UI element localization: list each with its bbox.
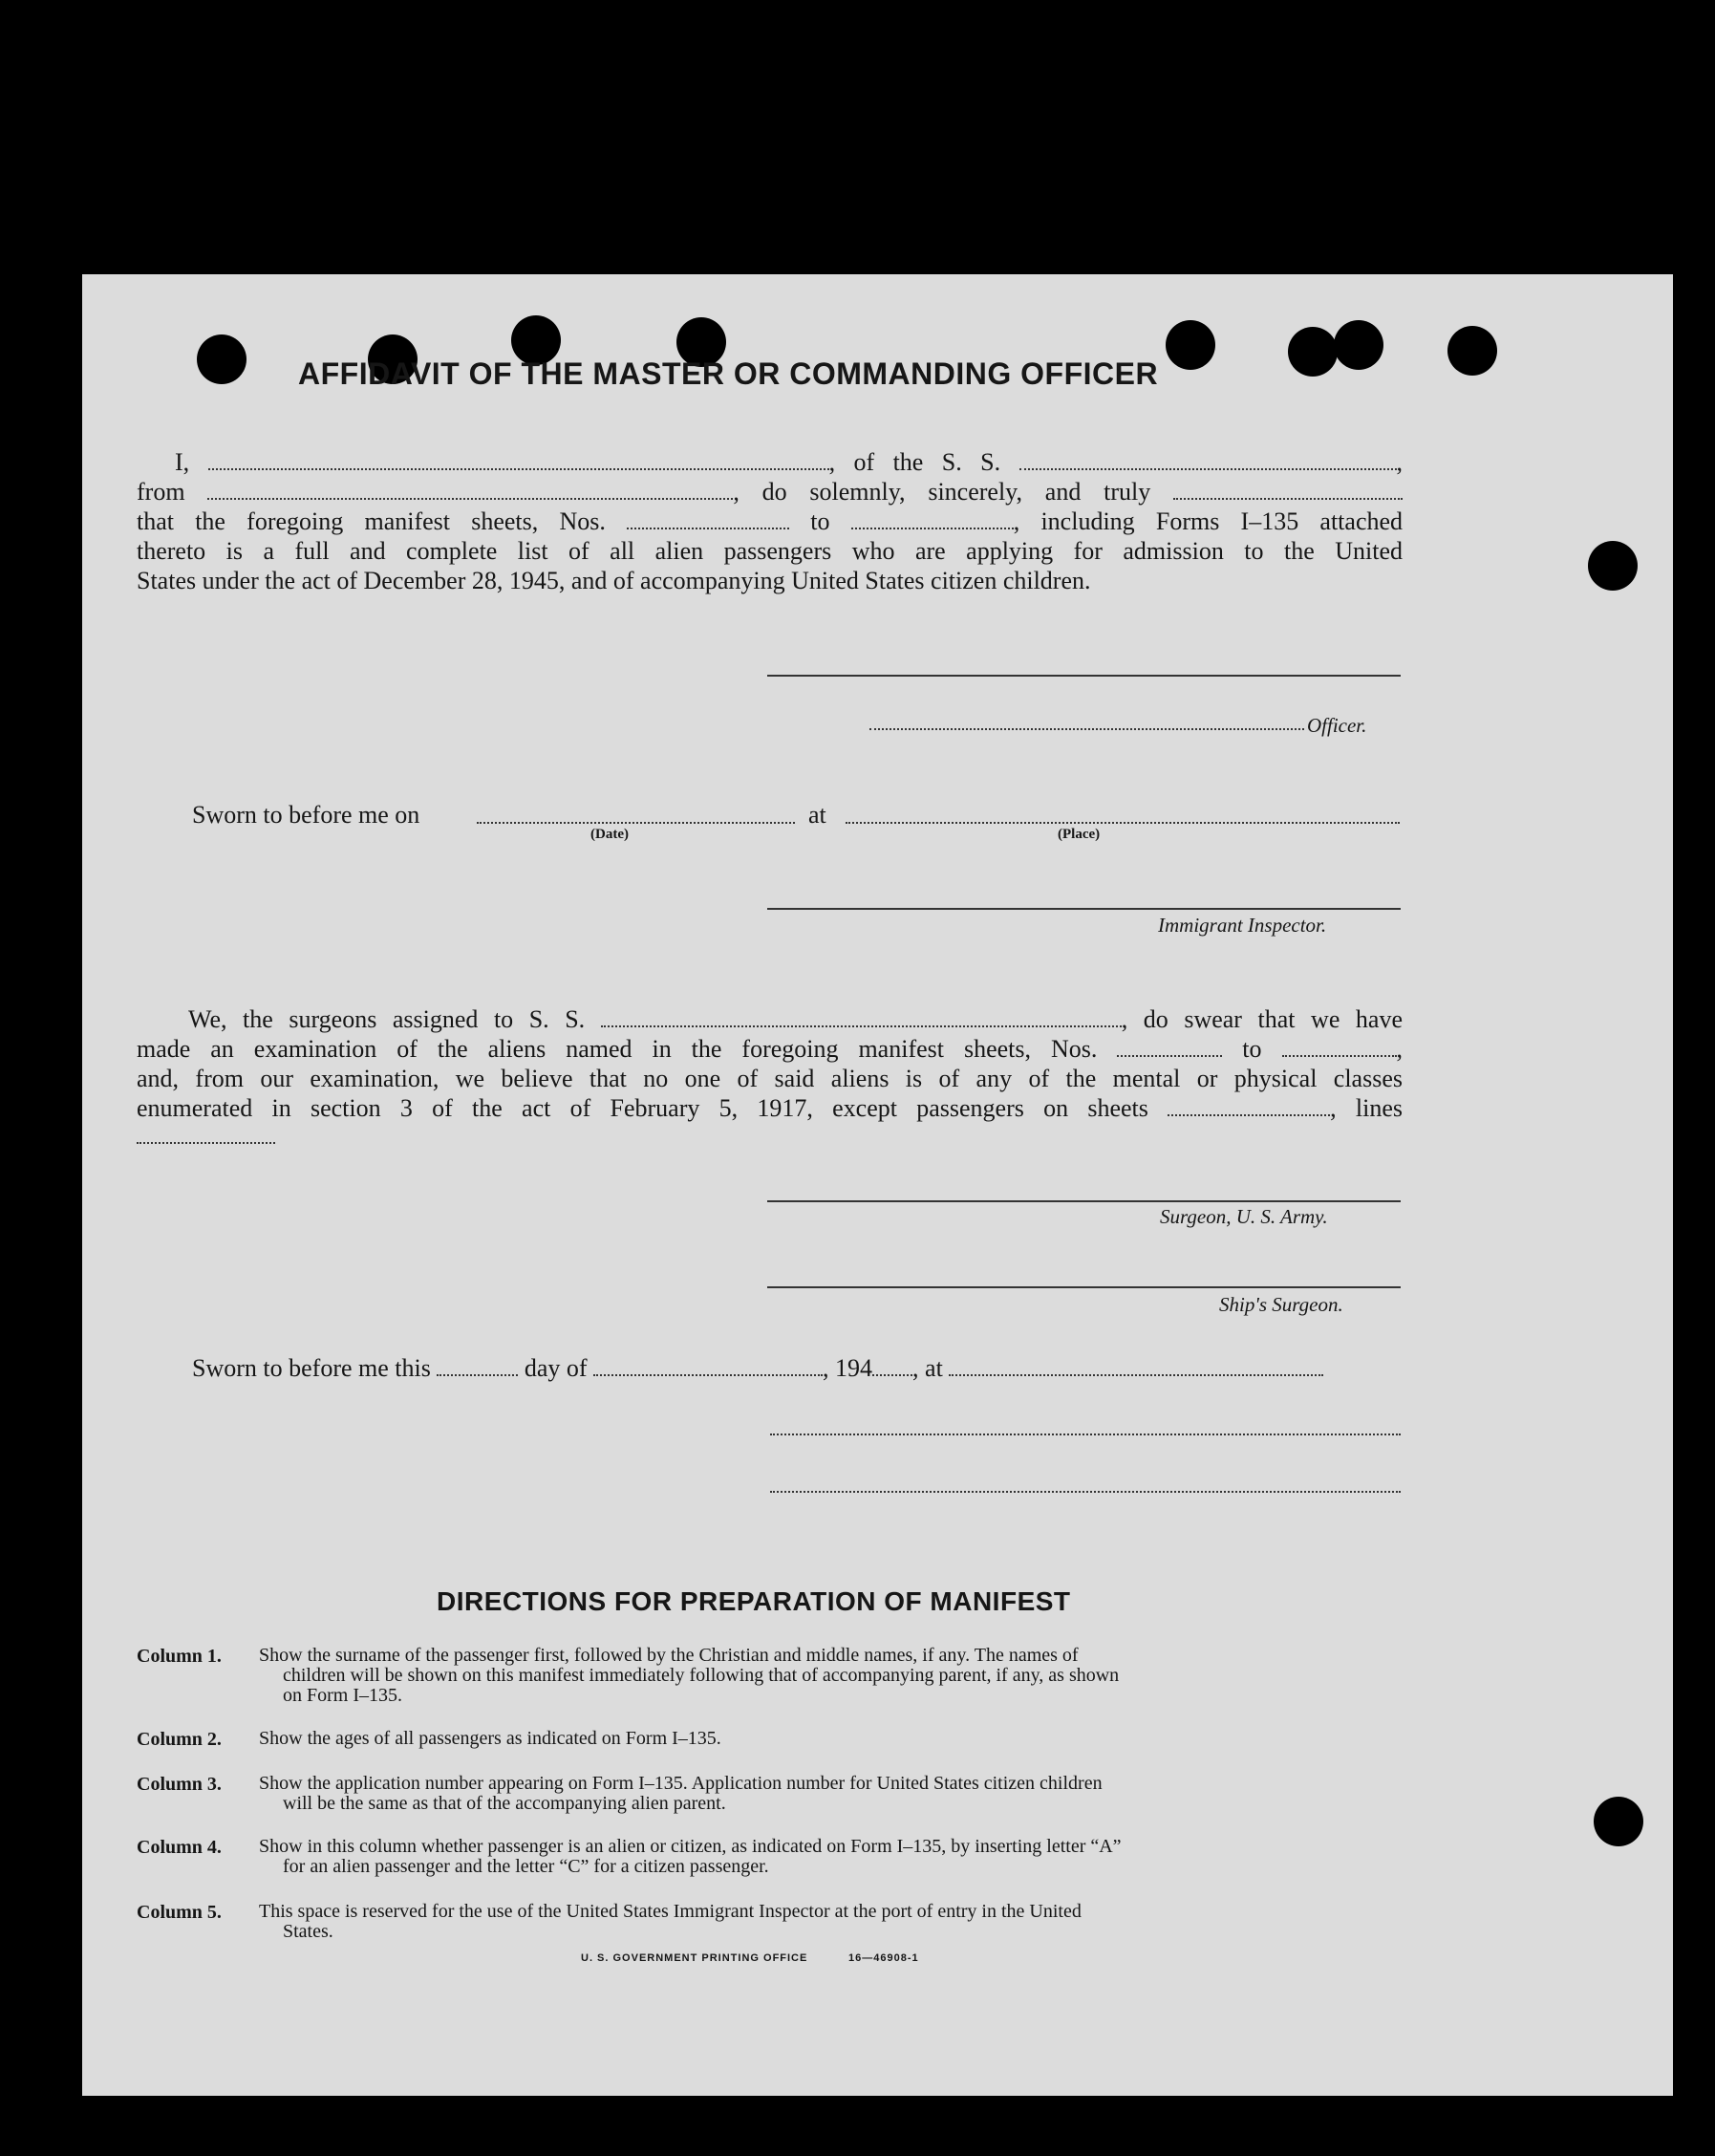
punch-hole bbox=[1588, 541, 1638, 591]
punch-hole bbox=[1288, 327, 1338, 377]
of-ss-label: , of the S. S. bbox=[828, 448, 1001, 476]
affidavit-line-4: thereto is a full and complete list of all alien passengers who are applying for admission to the United bbox=[137, 537, 1403, 565]
officer-caption: Officer. bbox=[1307, 714, 1367, 737]
sworn-month-field[interactable] bbox=[593, 1374, 823, 1376]
affiant-name-field[interactable] bbox=[208, 468, 829, 470]
surgeon-ship-field[interactable] bbox=[601, 1025, 1122, 1027]
army-surgeon-caption: Surgeon, U. S. Army. bbox=[1160, 1205, 1328, 1228]
surgeon-sheets-from-field[interactable] bbox=[1117, 1055, 1222, 1057]
inspector-sign-line-2[interactable] bbox=[770, 1491, 1401, 1493]
comma: , bbox=[1396, 1035, 1403, 1063]
sheets-from-field[interactable] bbox=[627, 528, 789, 529]
surgeons-line-3: and, from our examination, we believe that no one of said aliens is of any of the mental or physical classes bbox=[137, 1065, 1403, 1092]
year-prefix: , 194 bbox=[823, 1354, 873, 1382]
direction-text: Show in this column whether passenger is an alien or citizen, as indicated on Form I–135, by inserting letter “A” bbox=[259, 1836, 1122, 1857]
direction-text: for an alien passenger and the letter “C” for a citizen passenger. bbox=[283, 1856, 769, 1877]
punch-hole bbox=[1166, 320, 1215, 370]
forms-text: , including Forms I–135 attached bbox=[1013, 507, 1404, 535]
form-code: 16—46908-1 bbox=[848, 1952, 919, 1964]
surgeons-assigned-label: We, the surgeons assigned to S. S. bbox=[188, 1005, 586, 1033]
direction-text: Show the ages of all passengers as indicated on Form I–135. bbox=[259, 1728, 721, 1749]
except-lines-field[interactable] bbox=[137, 1142, 275, 1144]
sworn-day-field[interactable] bbox=[437, 1374, 518, 1376]
affidavit-line-3 bbox=[137, 507, 1403, 536]
comma: , bbox=[1396, 448, 1404, 476]
day-of-label: day of bbox=[524, 1354, 588, 1382]
direction-text: children will be shown on this manifest immediately following that of accompanying parent, if any, as shown bbox=[283, 1665, 1120, 1686]
declaration-field[interactable] bbox=[1173, 498, 1403, 500]
direction-label: Column 5. bbox=[137, 1902, 222, 1923]
examination-text: made an examination of the aliens named in the foregoing manifest sheets, Nos. bbox=[137, 1035, 1098, 1063]
sworn-date-field[interactable] bbox=[477, 822, 795, 824]
punch-hole bbox=[1447, 326, 1497, 376]
affidavit-line-5: States under the act of December 28, 1945, and of accompanying United States citizen children. bbox=[137, 567, 1091, 594]
enumerated-text: enumerated in section 3 of the act of February 5, 1917, except passengers on sheets bbox=[137, 1094, 1148, 1122]
inspector-sign-line-1[interactable] bbox=[770, 1434, 1401, 1435]
sworn-this-label: Sworn to before me this bbox=[192, 1354, 431, 1382]
surgeon-to-label: to bbox=[1242, 1035, 1262, 1063]
surgeons-line-2 bbox=[137, 1034, 1403, 1064]
surgeon-sheets-to-field[interactable] bbox=[1282, 1055, 1397, 1057]
punch-hole bbox=[1594, 1797, 1643, 1846]
surgeons-line-4 bbox=[137, 1093, 1403, 1123]
sworn-location-field[interactable] bbox=[949, 1374, 1323, 1376]
direction-text: States. bbox=[283, 1921, 333, 1942]
sheets-to-field[interactable] bbox=[851, 528, 1014, 529]
ship-name-field[interactable] bbox=[1019, 468, 1397, 470]
officer-signature-line[interactable] bbox=[767, 675, 1401, 677]
direction-label: Column 1. bbox=[137, 1646, 222, 1667]
surgeons-line-1 bbox=[137, 1004, 1403, 1034]
direction-text: This space is reserved for the use of the United States Immigrant Inspector at the port of entry in the United bbox=[259, 1901, 1082, 1922]
to-label: to bbox=[810, 507, 830, 535]
direction-text: Show the surname of the passenger first, followed by the Christian and middle names, if any. The names of bbox=[259, 1645, 1079, 1666]
printing-office: U. S. GOVERNMENT PRINTING OFFICE bbox=[581, 1952, 808, 1964]
lines-label: , lines bbox=[1330, 1094, 1403, 1122]
sworn-at-label: at bbox=[808, 801, 826, 829]
direction-text: Show the application number appearing on Form I–135. Application number for United States citizen children bbox=[259, 1773, 1103, 1794]
ship-surgeon-signature-line[interactable] bbox=[767, 1286, 1401, 1288]
sworn-this-line bbox=[192, 1353, 1323, 1383]
inspector-caption: Immigrant Inspector. bbox=[1158, 914, 1327, 937]
ship-surgeon-caption: Ship's Surgeon. bbox=[1219, 1293, 1343, 1316]
direction-label: Column 2. bbox=[137, 1729, 222, 1750]
army-surgeon-signature-line[interactable] bbox=[767, 1200, 1401, 1202]
direction-label: Column 3. bbox=[137, 1774, 222, 1795]
sworn-place-field[interactable] bbox=[846, 822, 1400, 824]
direction-text: will be the same as that of the accompanying alien parent. bbox=[283, 1793, 726, 1814]
place-sublabel: (Place) bbox=[1058, 827, 1101, 842]
sheets-label: that the foregoing manifest sheets, Nos. bbox=[137, 507, 606, 535]
sworn-on-label: Sworn to before me on bbox=[192, 801, 420, 829]
punch-hole bbox=[197, 334, 247, 384]
affidavit-line-1 bbox=[137, 447, 1403, 477]
inspector-signature-line[interactable] bbox=[767, 908, 1401, 910]
at-label: , at bbox=[912, 1354, 943, 1382]
affidavit-i: I, bbox=[175, 448, 190, 476]
punch-hole bbox=[1334, 320, 1383, 370]
date-sublabel: (Date) bbox=[590, 827, 629, 842]
from-label: from bbox=[137, 478, 185, 506]
solemnly-text: , do solemnly, sincerely, and truly bbox=[733, 478, 1151, 506]
directions-title: DIRECTIONS FOR PREPARATION OF MANIFEST bbox=[437, 1586, 1071, 1616]
except-sheets-field[interactable] bbox=[1168, 1114, 1330, 1116]
from-port-field[interactable] bbox=[207, 498, 733, 500]
swear-text: , do swear that we have bbox=[1121, 1005, 1403, 1033]
direction-label: Column 4. bbox=[137, 1837, 222, 1858]
affidavit-line-2 bbox=[137, 477, 1403, 507]
direction-text: on Form I–135. bbox=[283, 1685, 402, 1706]
officer-title-line[interactable] bbox=[869, 728, 1304, 730]
sworn-year-field[interactable] bbox=[872, 1374, 912, 1376]
affidavit-title: AFFIDAVIT OF THE MASTER OR COMMANDING OFFICER bbox=[298, 356, 1159, 391]
